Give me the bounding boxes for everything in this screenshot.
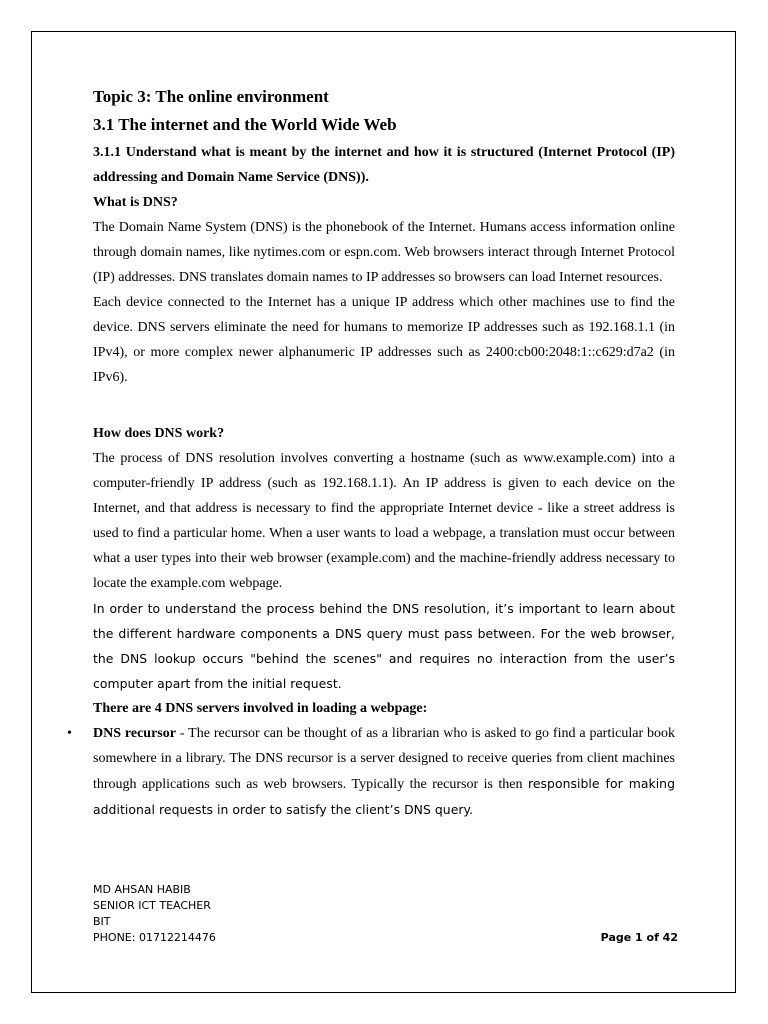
topic-heading: Topic 3: The online environment [93,87,329,106]
page-footer [93,882,678,946]
document-body [67,86,676,823]
subsection-heading: 3.1.1 Understand what is meant by the internet and how it is structured (Internet Protocol (IP) addressing and Domain Name Service (DNS)). [93,145,675,185]
list-item-text-tail: responsible for making additional requests in order to satisfy the client’s DNS query. [93,776,676,817]
dns-servers-list [67,721,676,823]
how-dns-works-heading: How does DNS work? [93,426,225,441]
list-item-term: DNS recursor [93,726,176,741]
bullet-icon: • [67,726,72,741]
what-is-dns-heading: What is DNS? [93,195,178,210]
paragraph-dns-hardware: In order to understand the process behind the DNS resolution, it’s important to learn about the different hardware components a DNS query must pass between. For the web browser, the DNS lookup occurs "behind the scenes" and requires no interaction from the user’s computer apart from the initial request. [93,601,675,691]
paragraph-ip-address: Each device connected to the Internet has a unique IP address which other machines use to find the device. DNS servers eliminate the need for humans to memorize IP addresses such as 192.168.1.1 (in IPv4), or more complex newer alphanumeric IP addresses such as 2400:cb00:2048:1::c629:d7a2 (in IPv6). [93,295,675,385]
section-heading: 3.1 The internet and the World Wide Web [93,115,397,134]
paragraph-dns-resolution: The process of DNS resolution involves converting a hostname (such as www.example.com) into a computer-friendly IP address (such as 192.168.1.1). An IP address is given to each device on the Internet, and that address is necessary to find the appropriate Internet device - like a street address is used to find a particular home. When a user wants to load a webpage, a translation must occur between what a user types into their web browser (example.com) and the machine-friendly address necessary to locate the example.com webpage. [93,451,675,591]
list-item-text: - The recursor can be thought of as a librarian who is asked to go find a particular book somewhere in a library. The DNS recursor is a server designed to receive queries from client machines through applications such as web browsers. Typically the recursor is then [93,726,675,792]
paragraph-dns-definition: The Domain Name System (DNS) is the phonebook of the Internet. Humans access information online through domain names, like nytimes.com or espn.com. Web browsers interact through Internet Protocol (IP) addresses. DNS translates domain names to IP addresses so browsers can load Internet resources. [93,220,675,285]
author-org: BIT [93,915,111,928]
author-role: SENIOR ICT TEACHER [93,899,211,912]
list-item [67,721,676,823]
page-number: Page 1 of 42 [600,931,678,944]
spacer [93,390,675,421]
author-phone: PHONE: 01712214476 [93,931,216,944]
dns-servers-heading: There are 4 DNS servers involved in loading a webpage: [93,701,428,716]
author-name: MD AHSAN HABIB [93,883,191,896]
